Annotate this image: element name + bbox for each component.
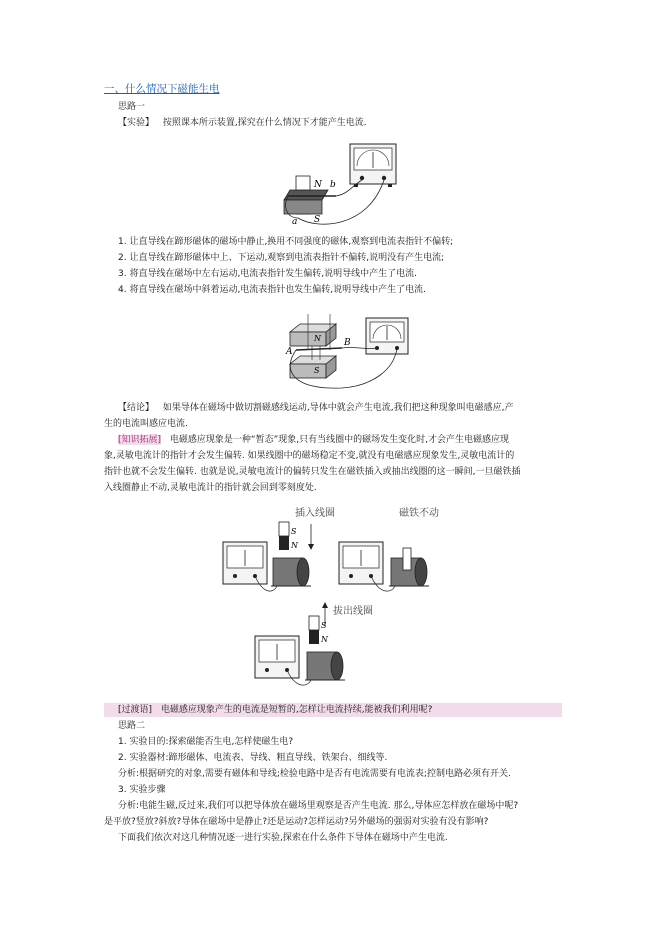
figure-horseshoe-magnet-galvanometer	[278, 138, 408, 230]
fig1-label-a: a	[292, 217, 298, 227]
galvanometer-icon	[350, 144, 396, 187]
idea2-next: 下面我们依次对这几种情况逐一进行实验,探索在什么条件下导体在磁场中产生电流.	[118, 833, 448, 843]
experiment-tag: 【实验】	[118, 118, 155, 128]
idea2-analysis-2b: 是平放?竖放?斜放?导体在磁场中是静止?还是运动?怎样运动?另外磁场的强弱对实验有没有影响?	[104, 817, 489, 827]
caption-insert: 插入线圈	[295, 508, 335, 519]
section-heading: 一、什么情况下磁能生电	[104, 83, 220, 95]
transition-tag: [过渡语]	[118, 705, 153, 715]
galvanometer-icon	[339, 542, 383, 584]
idea2-steps-heading: 3. 实验步骤	[118, 785, 166, 795]
experiment-line	[118, 117, 367, 130]
conclusion-line-1: 【结论】 如果导体在磁场中做切割磁感线运动,导体中就会产生电流,我们把这种现象叫电磁感应,产	[118, 403, 514, 413]
fig2-label-a: A	[286, 347, 293, 357]
bar-magnets-icon	[290, 324, 336, 378]
caption-pull: 拔出线圈	[333, 606, 373, 617]
coil-icon	[389, 548, 429, 586]
extension-line-2: 象,灵敏电流计的指针才会发生偏转. 如果线圈中的磁场稳定不变,就没有电磁感应现象发生,灵敏电流计的	[104, 451, 515, 461]
galvanometer-icon	[223, 542, 267, 584]
transition-line	[118, 704, 432, 717]
step-3: 3. 将直导线在磁场中左右运动,电流表指针发生偏转,说明导线中产生了电流.	[118, 269, 418, 279]
idea1-label: 思路一	[118, 102, 146, 112]
caption-still: 磁铁不动	[399, 508, 439, 519]
conclusion-tag: 【结论】	[118, 403, 155, 413]
extension-line-3: 指针也就不会发生偏转. 也就是说,灵敏电流计的偏转只发生在磁铁插入或抽出线圈的这一瞬间,一旦磁铁插	[104, 467, 521, 477]
fig3-label-s2: S	[321, 621, 327, 630]
idea2-purpose: 1. 实验目的:探索磁能否生电,怎样使磁生电?	[118, 737, 294, 747]
fig2-label-b: B	[344, 338, 351, 348]
extension-line-4: 入线圈静止不动,灵敏电流计的指针就会回到零刻度处.	[104, 483, 317, 493]
fig3-label-s1: S	[291, 527, 297, 536]
step-1: 1. 让直导线在蹄形磁体的磁场中静止,换用不同强度的磁体,观察到电流表指针不偏转;	[118, 237, 454, 247]
experiment-text: 按照课本所示装置,探究在什么情况下才能产生电流.	[162, 118, 367, 128]
coil-icon	[305, 652, 345, 680]
fig1-label-b: b	[330, 180, 336, 190]
fig2-label-s: S	[314, 366, 320, 375]
fig3-label-n2: N	[321, 635, 328, 644]
idea2-analysis: 分析:根据研究的对象,需要有磁体和导线;检验电路中是否有电流需要有电流表;控制电路必须有开关.	[118, 769, 511, 779]
extension-tag: [知识拓展]	[118, 435, 162, 445]
extension-line-1: [知识拓展] 电磁感应现象是一种“暂态”现象,只有当线圈中的磁场发生变化时,才会产生电磁感应现	[118, 435, 509, 445]
galvanometer-icon	[255, 636, 299, 678]
conclusion-line-2: 生的电流叫感应电流.	[104, 419, 188, 429]
fig1-label-n: N	[314, 180, 322, 190]
horseshoe-magnet-icon	[284, 176, 336, 214]
idea2-label: 思路二	[118, 721, 146, 731]
transition-text: 电磁感应现象产生的电流是短暂的,怎样让电流持续,能被我们利用呢?	[160, 705, 433, 715]
fig3-label-n1: N	[291, 541, 298, 550]
bar-magnet-icon	[309, 616, 319, 644]
fig1-label-s: S	[314, 215, 321, 225]
figure-bar-magnets-wire	[282, 310, 414, 392]
step-4: 4. 将直导线在磁场中斜着运动,电流表指针也发生偏转,说明导线中产生了电流.	[118, 285, 427, 295]
coil-icon	[271, 558, 311, 586]
bar-magnet-icon	[279, 522, 289, 550]
fig2-label-n: N	[314, 334, 321, 343]
idea2-analysis-2a: 分析:电能生磁,反过来,我们可以把导体放在磁场里观察是否产生电流. 那么,导体应怎样放在磁场中呢?	[118, 801, 519, 811]
figure-coil-galvanometer	[215, 502, 447, 694]
step-2: 2. 让直导线在蹄形磁体中上、下运动,观察到电流表指针不偏转,说明没有产生电流;	[118, 253, 445, 263]
idea2-equipment: 2. 实验器材:蹄形磁体、电流表、导线、粗直导线、铁架台、细线等.	[118, 753, 388, 763]
